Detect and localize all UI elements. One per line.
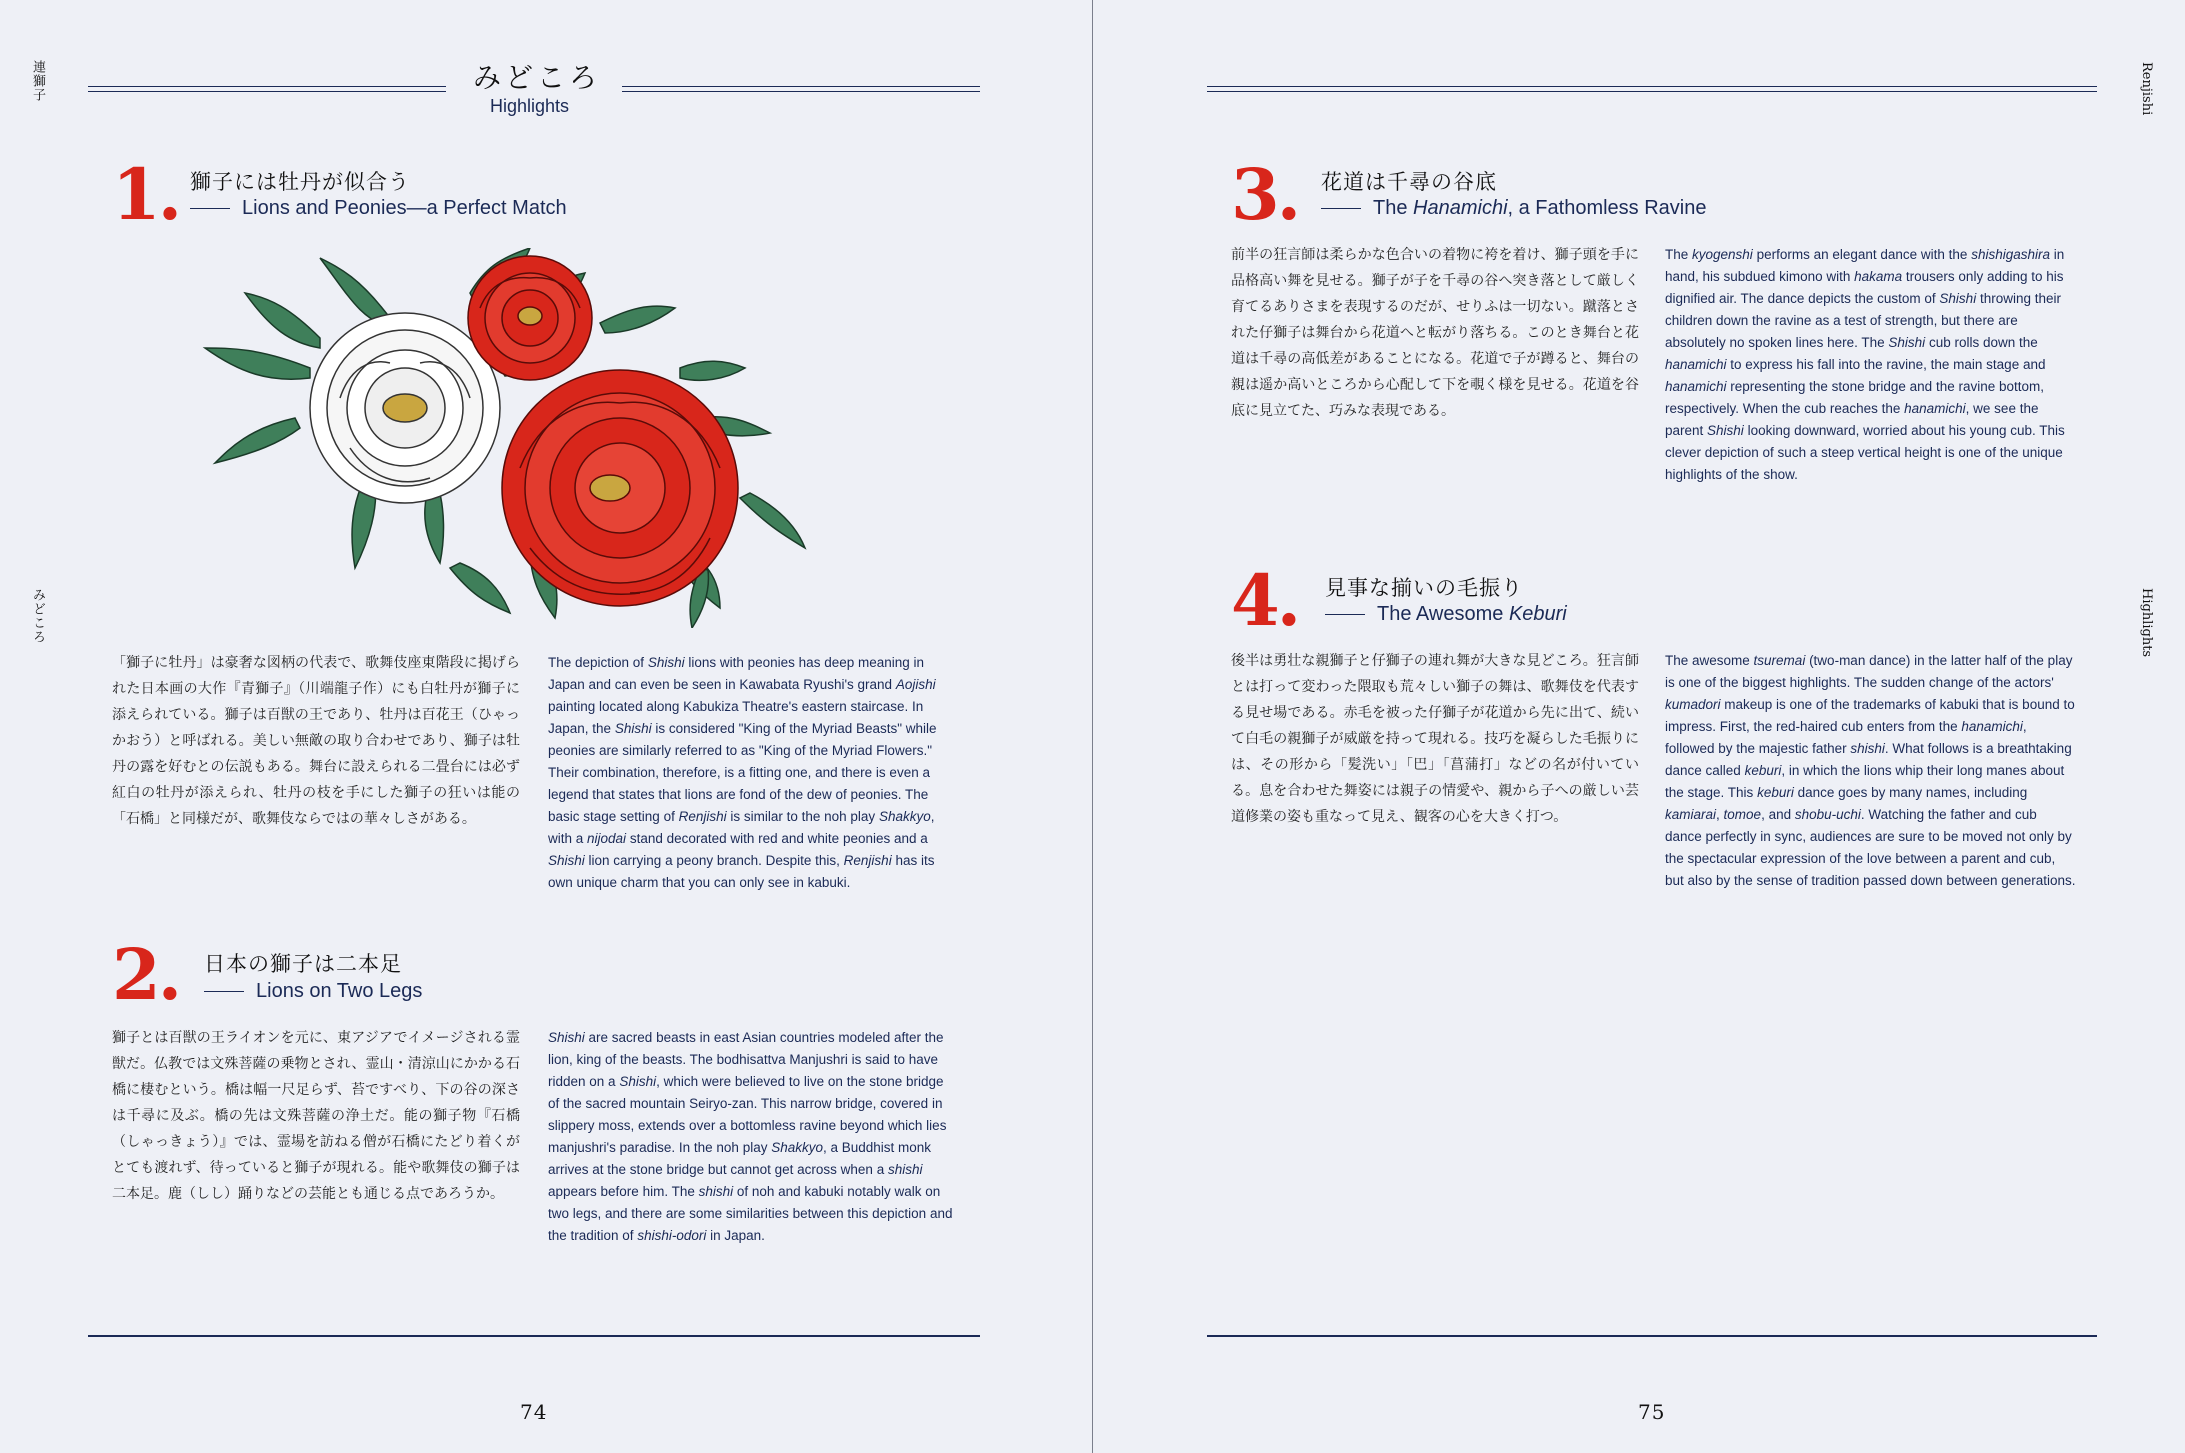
section-3-title-en-pre: The xyxy=(1373,197,1414,219)
section-4-body-en: The awesome tsuremai (two-man dance) in the latter half of the play is one of the biggest highlights. The sudden change of the actors' kumadori makeup is one of the trademarks of kabuki that is bound to impress. First, the red-haired cub enters from the hanamichi, followed by the majestic father shishi. What follows is a breathtaking dance called keburi, in which the lions whip their long manes about the stage. This keburi dance goes by many names, including kamiarai, tomoe, and shobu-uchi. Watching the father and cub dance perfectly in sync, audiences are sure to be moved not only by the spectacular expression of the love between a parent and cub, but also by the sense of tradition passed down between generations. xyxy=(1665,653,2076,888)
header-rule-right xyxy=(622,86,980,92)
section-4-title-en-pre: The Awesome xyxy=(1377,603,1509,625)
section-1-number: 1. xyxy=(112,153,180,236)
section-4-body-jp: 後半は勇壮な親獅子と仔獅子の連れ舞が大きな見どころ。狂言師とは打って変わった隈取も荒々しい獅子の舞は、歌舞伎を代表する見せ場である。赤毛を被った仔獅子が花道から先に出て、続いて白毛の親獅子が威厳を持って現れる。技巧を凝らした毛振りには、その形から「髪洗い」「巴」「菖蒲打」などの名が付いている。息を合わせた舞姿には親子の情愛や、親から子への厳しい芸道修業の姿も重なって見え、観客の心を大きく打つ。 xyxy=(1231,653,1639,825)
right-page xyxy=(1093,0,2185,1453)
section-1-title-jp: 獅子には牡丹が似合う xyxy=(190,170,410,194)
section-1-body-jp: 「獅子に牡丹」は豪奢な図柄の代表で、歌舞伎座東階段に掲げられた日本画の大作『青獅子』（川端龍子作）にも白牡丹が獅子に添えられている。獅子は百獣の王であり、牡丹は百花王（ひゃっかおう）と呼ばれる。美しい無敵の取り合わせであり、獅子は牡丹の露を好むとの伝説もある。舞台に設えられる二畳台には必ず紅白の牡丹が添えられ、牡丹の枝を手にした獅子の狂いは能の「石橋」と同様だが、歌舞伎ならではの華々しさがある。 xyxy=(112,655,520,827)
section-3-title-en xyxy=(1321,197,1707,220)
section-3-title-jp: 花道は千尋の谷底 xyxy=(1321,170,1497,194)
section-4-number: 4. xyxy=(1231,559,1299,642)
title-dash xyxy=(1321,208,1361,209)
side-label-title-en: Renjishi xyxy=(2139,62,2154,116)
header-title-en: Highlights xyxy=(490,96,570,116)
page-number: 75 xyxy=(1638,1400,1666,1424)
page-number: 74 xyxy=(520,1400,548,1424)
section-2-number: 2. xyxy=(112,933,180,1016)
header-rule-left xyxy=(88,86,446,92)
header-title-jp: みどころ xyxy=(473,61,602,94)
red-peony-large xyxy=(502,370,738,606)
section-2-body-jp: 獅子とは百獣の王ライオンを元に、東アジアでイメージされる霊獣だ。仏教では文殊菩薩の乗物とされ、霊山・清涼山にかかる石橋に棲むという。橋は幅一尺足らず、苔ですべり、下の谷の深さは千尋に及ぶ。橋の先は文殊菩薩の浄土だ。能の獅子物『石橋（しゃっきょう）』では、霊場を訪ねる僧が石橋にたどり着くがとても渡れず、待っていると獅子が現れる。能や歌舞伎の獅子は二本足。鹿（しし）踊りなどの芸能とも通じる点であろうか。 xyxy=(112,1030,520,1202)
section-1-body-en: The depiction of Shishi lions with peonies has deep meaning in Japan and can even be seen in Kawabata Ryushi's grand Aojishi painting located along Kabukiza Theatre's eastern staircase. In Japan, the Shishi is considered "King of the Myriad Beasts" while peonies are similarly referred to as "King of the Myriad Flowers." Their combination, therefore, is a fitting one, and there is even a legend that states that lions are fond of the dew of peonies. The basic stage setting of Renjishi is similar to the noh play Shakkyo, with a nijodai stand decorated with red and white peonies and a Shishi lion carrying a peony branch. Despite this, Renjishi has its own unique charm that you can only see in kabuki. xyxy=(548,655,937,890)
section-3-body-jp: 前半の狂言師は柔らかな色合いの着物に袴を着け、獅子頭を手に品格高い舞を見せる。獅子が子を千尋の谷へ突き落として厳しく育てるありさまを表現するのだが、せりふは一切ない。蹴落とされた仔獅子は舞台から花道へと転がり落ちる。このとき舞台と花道は千尋の高低差があることになる。花道で子が蹲ると、舞台の親は遥か高いところから心配して下を覗く様を見せる。花道を谷底に見立てた、巧みな表現である。 xyxy=(1231,247,1639,419)
footer-rule xyxy=(88,1335,980,1337)
title-dash xyxy=(1325,614,1365,615)
section-1-title-en xyxy=(190,197,567,220)
section-3-number: 3. xyxy=(1231,153,1299,236)
white-peony xyxy=(310,313,500,503)
section-3-body-en: The kyogenshi performs an elegant dance with the shishigashira in hand, his subdued kimono with hakama trousers only adding to his dignified air. The dance depicts the custom of Shishi throwing their children down the ravine as a test of strength, but there are absolutely no spoken lines here. The Shishi cub rolls down the hanamichi to express his fall into the ravine, the main stage and hanamichi representing the stone bridge and the ravine bottom, respectively. When the cub reaches the hanamichi, we see the parent Shishi looking downward, worried about his young cub. This clever depiction of such a steep vertical height is one of the unique highlights of the show. xyxy=(1665,247,2065,482)
red-peony-small xyxy=(468,256,592,380)
side-label-title: 連獅子 xyxy=(30,60,45,102)
section-4-title-en-em: Keburi xyxy=(1508,603,1567,625)
left-page xyxy=(0,0,1092,1453)
side-label-section-en: Highlights xyxy=(2139,588,2154,658)
section-2-body-en: Shishi are sacred beasts in east Asian countries modeled after the lion, king of the beasts. The bodhisattva Manjushri is said to have ridden on a Shishi, which were believed to live on the stone bridge of the sacred mountain Seiryo-zan. This narrow bridge, covered in slippery moss, extends over a bottomless ravine beyond which lies manjushri's paradise. In the noh play Shakkyo, a Buddhist monk arrives at the stone bridge but cannot get across when a shishi appears before him. The shishi of noh and kabuki notably walk on two legs, and there are some similarities between this depiction and the tradition of shishi-odori in Japan. xyxy=(548,1030,953,1243)
section-2-title-jp: 日本の獅子は二本足 xyxy=(204,952,402,976)
footer-rule xyxy=(1207,1335,2097,1337)
section-2-title-en xyxy=(204,980,422,1003)
peony-illustration xyxy=(200,248,810,628)
section-3-title-en-post: , a Fathomless Ravine xyxy=(1507,197,1707,219)
section-2-title-en-text: Lions on Two Legs xyxy=(256,980,423,1002)
title-dash xyxy=(190,208,230,209)
section-3-title-en-em: Hanamichi xyxy=(1413,197,1508,219)
header-rule xyxy=(1207,86,2097,92)
section-1-title-en-text: Lions and Peonies—a Perfect Match xyxy=(242,197,567,219)
side-label-section: みどころ xyxy=(30,588,45,644)
section-4-title-jp: 見事な揃いの毛振り xyxy=(1325,576,1523,600)
section-4-title-en xyxy=(1325,603,1567,626)
title-dash xyxy=(204,991,244,992)
